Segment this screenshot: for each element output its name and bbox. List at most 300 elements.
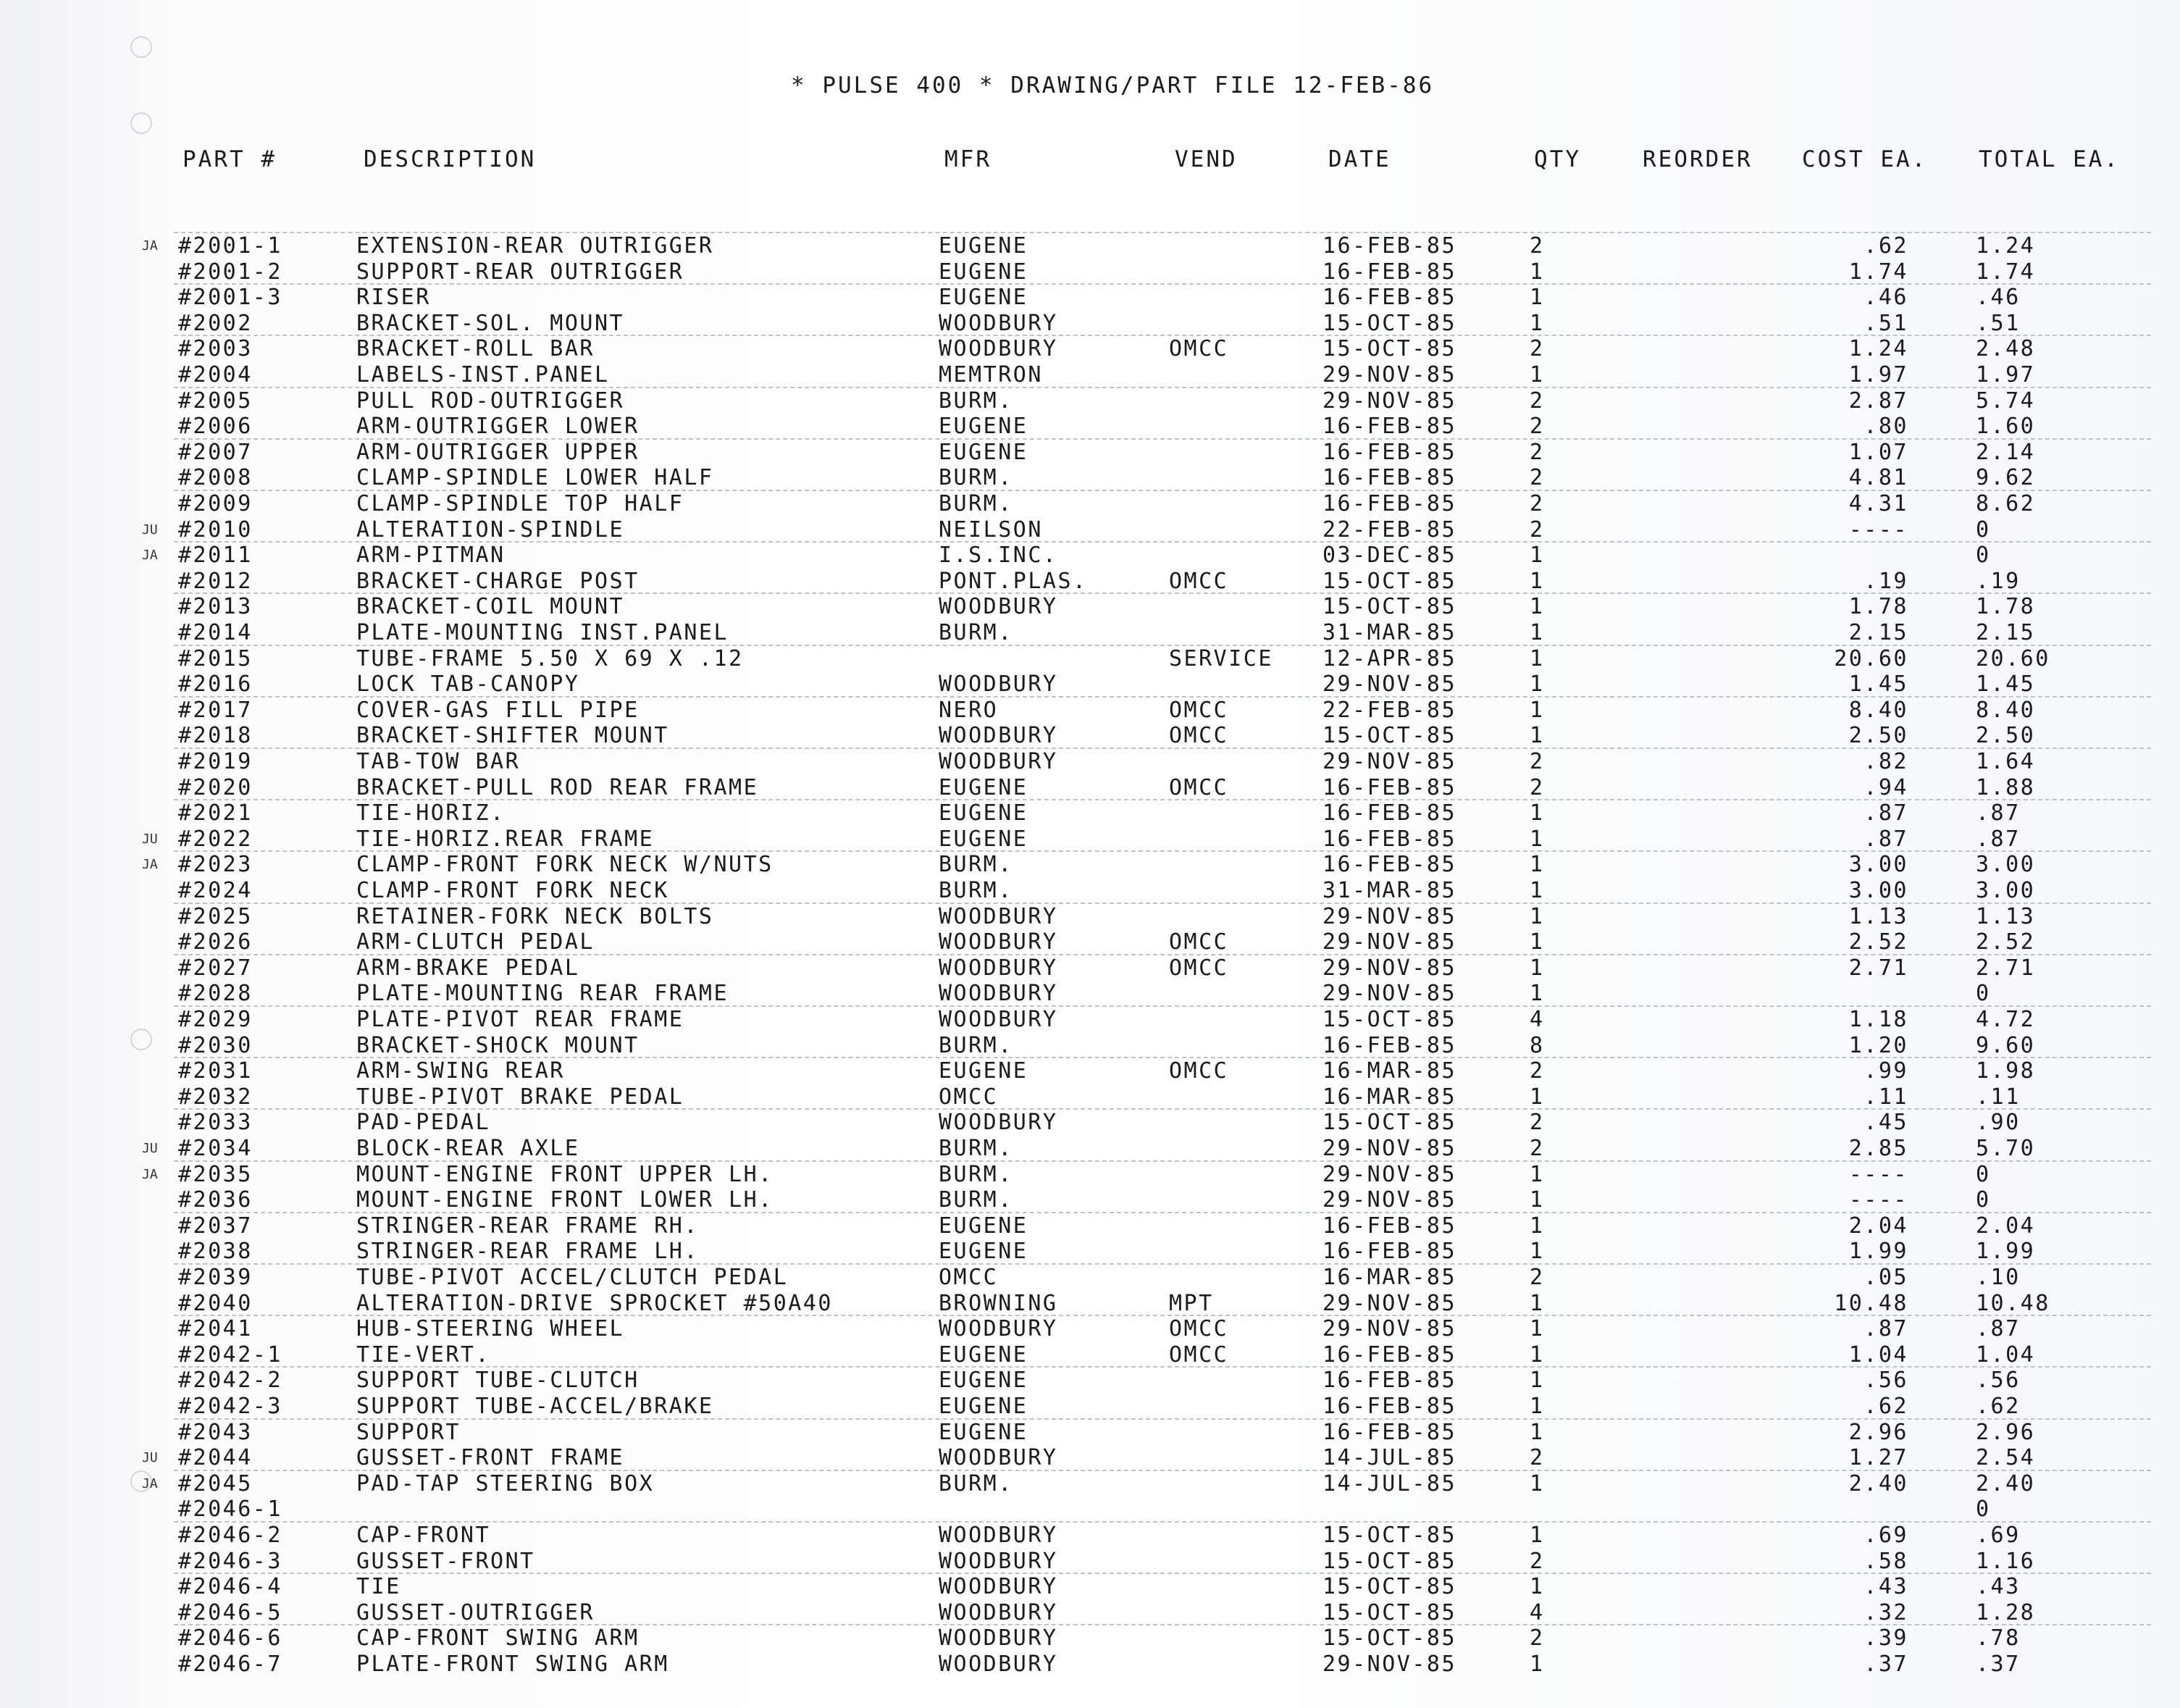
- cell-part-number: #2038: [178, 1239, 253, 1264]
- cell-quantity: 2: [1530, 1058, 1545, 1084]
- cell-manufacturer: WOODBURY: [939, 671, 1058, 697]
- table-row: [0, 646, 2180, 672]
- cell-manufacturer: OMCC: [939, 1084, 999, 1110]
- cell-date: 29-NOV-85: [1322, 388, 1457, 414]
- table-row: [0, 671, 2180, 698]
- table-row: [0, 594, 2180, 620]
- cell-date: 29-NOV-85: [1322, 1291, 1457, 1316]
- cell-date: 15-OCT-85: [1322, 336, 1457, 361]
- table-row: [0, 259, 2180, 285]
- cell-cost-each: .19: [1864, 569, 1908, 594]
- table-row: [0, 929, 2180, 955]
- cell-cost-each: .87: [1864, 826, 1908, 852]
- cell-part-description: GUSSET-OUTRIGGER: [356, 1600, 595, 1625]
- cell-total-each: 1.98: [1976, 1058, 2036, 1084]
- cell-cost-each: 2.71: [1848, 955, 1908, 981]
- cell-vendor: OMCC: [1169, 1058, 1229, 1084]
- handwritten-mark: JA: [142, 1476, 158, 1491]
- table-row: [0, 1162, 2180, 1188]
- table-row: [0, 285, 2180, 311]
- table-row: [0, 1136, 2180, 1162]
- cell-quantity: 1: [1530, 981, 1545, 1006]
- cell-part-number: #2044: [178, 1445, 253, 1470]
- cell-total-each: 0: [1976, 1162, 1991, 1187]
- cell-cost-each: 2.87: [1848, 388, 1908, 414]
- cell-total-each: 20.60: [1976, 646, 2050, 671]
- cell-total-each: .46: [1976, 285, 2021, 310]
- table-row: [0, 440, 2180, 466]
- cell-part-number: #2021: [178, 800, 253, 826]
- table-row: [0, 775, 2180, 801]
- cell-total-each: 0: [1976, 517, 1991, 543]
- cell-vendor: OMCC: [1169, 698, 1229, 723]
- cell-total-each: 2.96: [1976, 1420, 2036, 1445]
- cell-total-each: 9.62: [1976, 465, 2036, 490]
- cell-date: 16-FEB-85: [1322, 1033, 1457, 1058]
- cell-part-description: EXTENSION-REAR OUTRIGGER: [356, 233, 714, 259]
- cell-part-description: BRACKET-SHOCK MOUNT: [356, 1033, 640, 1058]
- table-row: [0, 698, 2180, 724]
- cell-total-each: .90: [1976, 1110, 2021, 1135]
- cell-cost-each: .56: [1864, 1368, 1908, 1393]
- table-row: [0, 1496, 2180, 1523]
- cell-quantity: 2: [1530, 388, 1545, 414]
- cell-cost-each: .69: [1864, 1523, 1908, 1548]
- cell-part-description: SUPPORT TUBE-CLUTCH: [356, 1368, 640, 1393]
- cell-quantity: 2: [1530, 414, 1545, 439]
- cell-part-description: SUPPORT-REAR OUTRIGGER: [356, 259, 684, 285]
- cell-date: 16-FEB-85: [1322, 414, 1457, 439]
- cell-part-description: BRACKET-SOL. MOUNT: [356, 311, 625, 336]
- cell-part-number: #2003: [178, 336, 253, 361]
- cell-part-number: #2042-2: [178, 1368, 282, 1393]
- cell-vendor: OMCC: [1169, 929, 1229, 955]
- cell-quantity: 2: [1530, 775, 1545, 800]
- cell-quantity: 2: [1530, 749, 1545, 774]
- cell-part-number: #2037: [178, 1213, 253, 1239]
- cell-part-description: ARM-CLUTCH PEDAL: [356, 929, 595, 955]
- cell-cost-each: 2.50: [1848, 723, 1908, 748]
- cell-date: 15-OCT-85: [1322, 1574, 1457, 1599]
- cell-part-description: TUBE-PIVOT ACCEL/CLUTCH PEDAL: [356, 1265, 789, 1290]
- cell-quantity: 1: [1530, 929, 1545, 955]
- cell-manufacturer: WOODBURY: [939, 336, 1058, 361]
- cell-date: 16-FEB-85: [1322, 1239, 1457, 1264]
- cell-vendor: OMCC: [1169, 775, 1229, 800]
- cell-total-each: 0: [1976, 543, 1991, 568]
- cell-date: 15-OCT-85: [1322, 1549, 1457, 1574]
- cell-manufacturer: NEILSON: [939, 517, 1043, 543]
- table-row: [0, 1523, 2180, 1549]
- cell-part-number: #2046-4: [178, 1574, 282, 1599]
- cell-cost-each: 2.40: [1848, 1471, 1908, 1496]
- cell-quantity: 2: [1530, 336, 1545, 361]
- table-row: [0, 1187, 2180, 1213]
- table-row: [0, 233, 2180, 259]
- cell-cost-each: .39: [1864, 1625, 1908, 1651]
- cell-part-number: #2028: [178, 981, 253, 1006]
- cell-part-number: #2046-3: [178, 1549, 282, 1574]
- cell-date: 29-NOV-85: [1322, 929, 1457, 955]
- cell-manufacturer: EUGENE: [939, 1394, 1028, 1419]
- cell-part-number: #2027: [178, 955, 253, 981]
- table-row: [0, 1239, 2180, 1265]
- table-row: [0, 1110, 2180, 1136]
- cell-part-description: MOUNT-ENGINE FRONT LOWER LH.: [356, 1187, 774, 1213]
- cell-part-number: #2029: [178, 1007, 253, 1032]
- cell-part-description: TIE-HORIZ.REAR FRAME: [356, 826, 655, 852]
- cell-part-number: #2008: [178, 465, 253, 490]
- cell-manufacturer: WOODBURY: [939, 904, 1058, 929]
- table-row: [0, 1471, 2180, 1497]
- cell-manufacturer: WOODBURY: [939, 1007, 1058, 1032]
- cell-total-each: 1.60: [1976, 414, 2036, 439]
- cell-part-description: STRINGER-REAR FRAME RH.: [356, 1213, 699, 1239]
- cell-total-each: 3.00: [1976, 878, 2036, 903]
- table-row: [0, 723, 2180, 749]
- cell-quantity: 1: [1530, 1342, 1545, 1368]
- cell-cost-each: 1.78: [1848, 594, 1908, 619]
- cell-part-description: ARM-OUTRIGGER LOWER: [356, 414, 640, 439]
- table-row: [0, 620, 2180, 646]
- cell-manufacturer: WOODBURY: [939, 1600, 1058, 1625]
- cell-quantity: 2: [1530, 1110, 1545, 1135]
- cell-total-each: 1.99: [1976, 1239, 2036, 1264]
- cell-manufacturer: MEMTRON: [939, 362, 1043, 388]
- cell-manufacturer: BURM.: [939, 1162, 1013, 1187]
- cell-part-description: ALTERATION-DRIVE SPROCKET #50A40: [356, 1291, 833, 1316]
- cell-part-description: ARM-BRAKE PEDAL: [356, 955, 580, 981]
- cell-part-description: GUSSET-FRONT: [356, 1549, 535, 1574]
- cell-manufacturer: WOODBURY: [939, 1316, 1058, 1341]
- cell-total-each: 1.28: [1976, 1600, 2036, 1625]
- table-row: [0, 465, 2180, 491]
- cell-total-each: .78: [1976, 1625, 2021, 1651]
- cell-part-number: #2017: [178, 698, 253, 723]
- cell-part-number: #2043: [178, 1420, 253, 1445]
- table-row: [0, 800, 2180, 826]
- cell-total-each: 1.16: [1976, 1549, 2036, 1574]
- punch-hole: [130, 112, 152, 134]
- cell-manufacturer: EUGENE: [939, 1239, 1028, 1264]
- cell-date: 31-MAR-85: [1322, 620, 1457, 645]
- cell-quantity: 1: [1530, 1084, 1545, 1110]
- cell-date: 29-NOV-85: [1322, 1316, 1457, 1341]
- cell-total-each: 2.71: [1976, 955, 2036, 981]
- cell-part-number: #2014: [178, 620, 253, 645]
- cell-quantity: 1: [1530, 285, 1545, 310]
- col-header-total: TOTAL EA.: [1979, 146, 2120, 172]
- cell-manufacturer: PONT.PLAS.: [939, 569, 1088, 594]
- cell-date: 16-FEB-85: [1322, 1420, 1457, 1445]
- cell-cost-each: ----: [1848, 1187, 1908, 1213]
- cell-cost-each: .94: [1864, 775, 1908, 800]
- table-row: [0, 1574, 2180, 1600]
- cell-part-number: #2033: [178, 1110, 253, 1135]
- cell-manufacturer: BURM.: [939, 852, 1013, 877]
- cell-total-each: 3.00: [1976, 852, 2036, 877]
- table-row: [0, 1316, 2180, 1342]
- cell-cost-each: .45: [1864, 1110, 1908, 1135]
- cell-part-number: #2011: [178, 543, 253, 568]
- cell-part-number: #2015: [178, 646, 253, 671]
- table-row: [0, 517, 2180, 543]
- cell-total-each: 1.24: [1976, 233, 2036, 259]
- cell-date: 16-MAR-85: [1322, 1265, 1457, 1290]
- cell-part-description: PAD-PEDAL: [356, 1110, 491, 1135]
- table-row: [0, 414, 2180, 440]
- cell-quantity: 1: [1530, 1291, 1545, 1316]
- cell-part-description: TIE-HORIZ.: [356, 800, 506, 826]
- cell-quantity: 1: [1530, 543, 1545, 568]
- cell-date: 16-FEB-85: [1322, 800, 1457, 826]
- cell-part-number: #2040: [178, 1291, 253, 1316]
- table-row: [0, 1342, 2180, 1368]
- cell-total-each: .43: [1976, 1574, 2021, 1599]
- cell-cost-each: .58: [1864, 1549, 1908, 1574]
- table-row: [0, 1368, 2180, 1394]
- cell-part-description: HUB-STEERING WHEEL: [356, 1316, 625, 1341]
- cell-date: 15-OCT-85: [1322, 1007, 1457, 1032]
- cell-part-number: #2046-2: [178, 1523, 282, 1548]
- cell-vendor: OMCC: [1169, 1316, 1229, 1341]
- cell-part-number: #2024: [178, 878, 253, 903]
- cell-manufacturer: EUGENE: [939, 1058, 1028, 1084]
- cell-part-number: #2034: [178, 1136, 253, 1161]
- cell-manufacturer: EUGENE: [939, 285, 1028, 310]
- cell-total-each: .87: [1976, 826, 2021, 852]
- cell-manufacturer: WOODBURY: [939, 749, 1058, 774]
- cell-manufacturer: WOODBURY: [939, 723, 1058, 748]
- cell-cost-each: 3.00: [1848, 878, 1908, 903]
- handwritten-mark: JU: [142, 832, 158, 847]
- cell-part-number: #2046-5: [178, 1600, 282, 1625]
- cell-date: 16-FEB-85: [1322, 826, 1457, 852]
- handwritten-mark: JU: [142, 1450, 158, 1465]
- cell-date: 16-MAR-85: [1322, 1084, 1457, 1110]
- cell-quantity: 1: [1530, 646, 1545, 671]
- cell-part-number: #2013: [178, 594, 253, 619]
- cell-date: 15-OCT-85: [1322, 1110, 1457, 1135]
- cell-quantity: 1: [1530, 620, 1545, 645]
- cell-vendor: OMCC: [1169, 336, 1229, 361]
- col-header-part: PART #: [183, 146, 277, 172]
- table-row: [0, 826, 2180, 853]
- cell-date: 29-NOV-85: [1322, 955, 1457, 981]
- cell-vendor: OMCC: [1169, 723, 1229, 748]
- cell-cost-each: 1.74: [1848, 259, 1908, 285]
- cell-manufacturer: EUGENE: [939, 1213, 1028, 1239]
- cell-cost-each: .32: [1864, 1600, 1908, 1625]
- cell-cost-each: .11: [1864, 1084, 1908, 1110]
- cell-part-number: #2025: [178, 904, 253, 929]
- table-row: [0, 569, 2180, 595]
- cell-manufacturer: WOODBURY: [939, 1110, 1058, 1135]
- table-row: [0, 1652, 2180, 1678]
- cell-manufacturer: BURM.: [939, 1033, 1013, 1058]
- cell-cost-each: .87: [1864, 1316, 1908, 1341]
- cell-part-description: BRACKET-PULL ROD REAR FRAME: [356, 775, 759, 800]
- cell-quantity: 1: [1530, 1523, 1545, 1548]
- cell-manufacturer: BURM.: [939, 465, 1013, 490]
- cell-total-each: .69: [1976, 1523, 2021, 1548]
- cell-date: 15-OCT-85: [1322, 594, 1457, 619]
- cell-cost-each: .51: [1864, 311, 1908, 336]
- col-header-reorder: REORDER: [1643, 146, 1753, 172]
- cell-cost-each: 1.18: [1848, 1007, 1908, 1032]
- cell-cost-each: 4.31: [1848, 491, 1908, 516]
- cell-manufacturer: BURM.: [939, 1187, 1013, 1213]
- cell-quantity: 1: [1530, 698, 1545, 723]
- handwritten-mark: JA: [142, 548, 158, 563]
- table-row: [0, 904, 2180, 930]
- cell-manufacturer: BURM.: [939, 491, 1013, 516]
- cell-total-each: 2.15: [1976, 620, 2036, 645]
- punch-hole: [130, 36, 152, 58]
- cell-part-number: #2010: [178, 517, 253, 543]
- cell-cost-each: .80: [1864, 414, 1908, 439]
- cell-date: 31-MAR-85: [1322, 878, 1457, 903]
- cell-total-each: .62: [1976, 1394, 2021, 1419]
- table-row: [0, 1058, 2180, 1084]
- cell-quantity: 2: [1530, 1625, 1545, 1651]
- cell-quantity: 1: [1530, 259, 1545, 285]
- cell-part-description: SUPPORT: [356, 1420, 461, 1445]
- cell-part-description: BLOCK-REAR AXLE: [356, 1136, 580, 1161]
- cell-total-each: 1.74: [1976, 259, 2036, 285]
- cell-cost-each: 1.97: [1848, 362, 1908, 388]
- cell-total-each: 2.54: [1976, 1445, 2036, 1470]
- cell-cost-each: 1.07: [1848, 440, 1908, 465]
- cell-total-each: 1.88: [1976, 775, 2036, 800]
- cell-part-number: #2032: [178, 1084, 253, 1110]
- cell-cost-each: .87: [1864, 800, 1908, 826]
- cell-total-each: .87: [1976, 800, 2021, 826]
- cell-quantity: 1: [1530, 1368, 1545, 1393]
- cell-date: 16-FEB-85: [1322, 775, 1457, 800]
- cell-cost-each: 1.27: [1848, 1445, 1908, 1470]
- cell-cost-each: 4.81: [1848, 465, 1908, 490]
- cell-date: 29-NOV-85: [1322, 981, 1457, 1006]
- cell-total-each: 0: [1976, 981, 1991, 1006]
- table-row: [0, 1625, 2180, 1652]
- cell-part-description: CLAMP-FRONT FORK NECK W/NUTS: [356, 852, 774, 877]
- cell-cost-each: .62: [1864, 1394, 1908, 1419]
- cell-part-description: ALTERATION-SPINDLE: [356, 517, 625, 543]
- cell-part-number: #2005: [178, 388, 253, 414]
- cell-part-number: #2022: [178, 826, 253, 852]
- cell-part-description: LOCK TAB-CANOPY: [356, 671, 580, 697]
- table-row: [0, 749, 2180, 775]
- cell-manufacturer: WOODBURY: [939, 929, 1058, 955]
- cell-manufacturer: EUGENE: [939, 259, 1028, 285]
- cell-total-each: 2.52: [1976, 929, 2036, 955]
- cell-vendor: SERVICE: [1169, 646, 1273, 671]
- cell-quantity: 1: [1530, 1187, 1545, 1213]
- cell-quantity: 1: [1530, 723, 1545, 748]
- cell-part-description: BRACKET-COIL MOUNT: [356, 594, 625, 619]
- cell-part-description: PAD-TAP STEERING BOX: [356, 1471, 655, 1496]
- cell-manufacturer: BURM.: [939, 388, 1013, 414]
- cell-part-description: CLAMP-SPINDLE TOP HALF: [356, 491, 684, 516]
- cell-cost-each: 8.40: [1848, 698, 1908, 723]
- cell-total-each: 0: [1976, 1496, 1991, 1522]
- cell-manufacturer: I.S.INC.: [939, 543, 1058, 568]
- cell-manufacturer: WOODBURY: [939, 955, 1058, 981]
- cell-total-each: .10: [1976, 1265, 2021, 1290]
- cell-vendor: OMCC: [1169, 955, 1229, 981]
- cell-date: 29-NOV-85: [1322, 362, 1457, 388]
- cell-quantity: 1: [1530, 1239, 1545, 1264]
- cell-total-each: 1.45: [1976, 671, 2036, 697]
- cell-part-description: TIE: [356, 1574, 401, 1599]
- cell-part-number: #2009: [178, 491, 253, 516]
- table-row: [0, 1291, 2180, 1317]
- cell-date: 29-NOV-85: [1322, 1652, 1457, 1677]
- cell-quantity: 4: [1530, 1600, 1545, 1625]
- cell-total-each: 1.64: [1976, 749, 2036, 774]
- table-row: [0, 878, 2180, 904]
- handwritten-mark: JA: [142, 238, 158, 254]
- col-header-qty: QTY: [1534, 146, 1581, 172]
- col-header-description: DESCRIPTION: [364, 146, 537, 172]
- table-row: [0, 336, 2180, 362]
- col-header-cost: COST EA.: [1802, 146, 1928, 172]
- table-row: [0, 362, 2180, 388]
- cell-total-each: 0: [1976, 1187, 1991, 1213]
- cell-part-description: SUPPORT TUBE-ACCEL/BRAKE: [356, 1394, 714, 1419]
- cell-quantity: 1: [1530, 1471, 1545, 1496]
- cell-part-number: #2046-7: [178, 1652, 282, 1677]
- cell-manufacturer: OMCC: [939, 1265, 999, 1290]
- cell-cost-each: 2.04: [1848, 1213, 1908, 1239]
- cell-manufacturer: WOODBURY: [939, 1625, 1058, 1651]
- cell-cost-each: ----: [1848, 517, 1908, 543]
- cell-quantity: 1: [1530, 904, 1545, 929]
- table-row: [0, 1600, 2180, 1626]
- cell-manufacturer: WOODBURY: [939, 1549, 1058, 1574]
- report-title: * PULSE 400 * DRAWING/PART FILE 12-FEB-86: [791, 72, 1435, 99]
- cell-total-each: .51: [1976, 311, 2021, 336]
- cell-total-each: 2.04: [1976, 1213, 2036, 1239]
- cell-date: 16-FEB-85: [1322, 440, 1457, 465]
- cell-cost-each: .62: [1864, 233, 1908, 259]
- cell-quantity: 2: [1530, 233, 1545, 259]
- table-row: [0, 1420, 2180, 1446]
- cell-part-number: #2019: [178, 749, 253, 774]
- cell-part-number: #2035: [178, 1162, 253, 1187]
- cell-date: 14-JUL-85: [1322, 1471, 1457, 1496]
- cell-quantity: 4: [1530, 1007, 1545, 1032]
- cell-part-number: #2020: [178, 775, 253, 800]
- cell-part-number: #2046-1: [178, 1496, 282, 1522]
- table-row: [0, 955, 2180, 981]
- table-row: [0, 1549, 2180, 1575]
- cell-date: 15-OCT-85: [1322, 1625, 1457, 1651]
- cell-manufacturer: EUGENE: [939, 1368, 1028, 1393]
- cell-part-description: TUBE-FRAME 5.50 X 69 X .12: [356, 646, 744, 671]
- cell-manufacturer: WOODBURY: [939, 311, 1058, 336]
- cell-part-description: PLATE-PIVOT REAR FRAME: [356, 1007, 684, 1032]
- cell-manufacturer: BROWNING: [939, 1291, 1058, 1316]
- cell-cost-each: .05: [1864, 1265, 1908, 1290]
- cell-date: 15-OCT-85: [1322, 1600, 1457, 1625]
- cell-cost-each: 1.13: [1848, 904, 1908, 929]
- cell-quantity: 1: [1530, 1394, 1545, 1419]
- cell-quantity: 2: [1530, 517, 1545, 543]
- handwritten-mark: JU: [142, 522, 158, 537]
- cell-total-each: 4.72: [1976, 1007, 2036, 1032]
